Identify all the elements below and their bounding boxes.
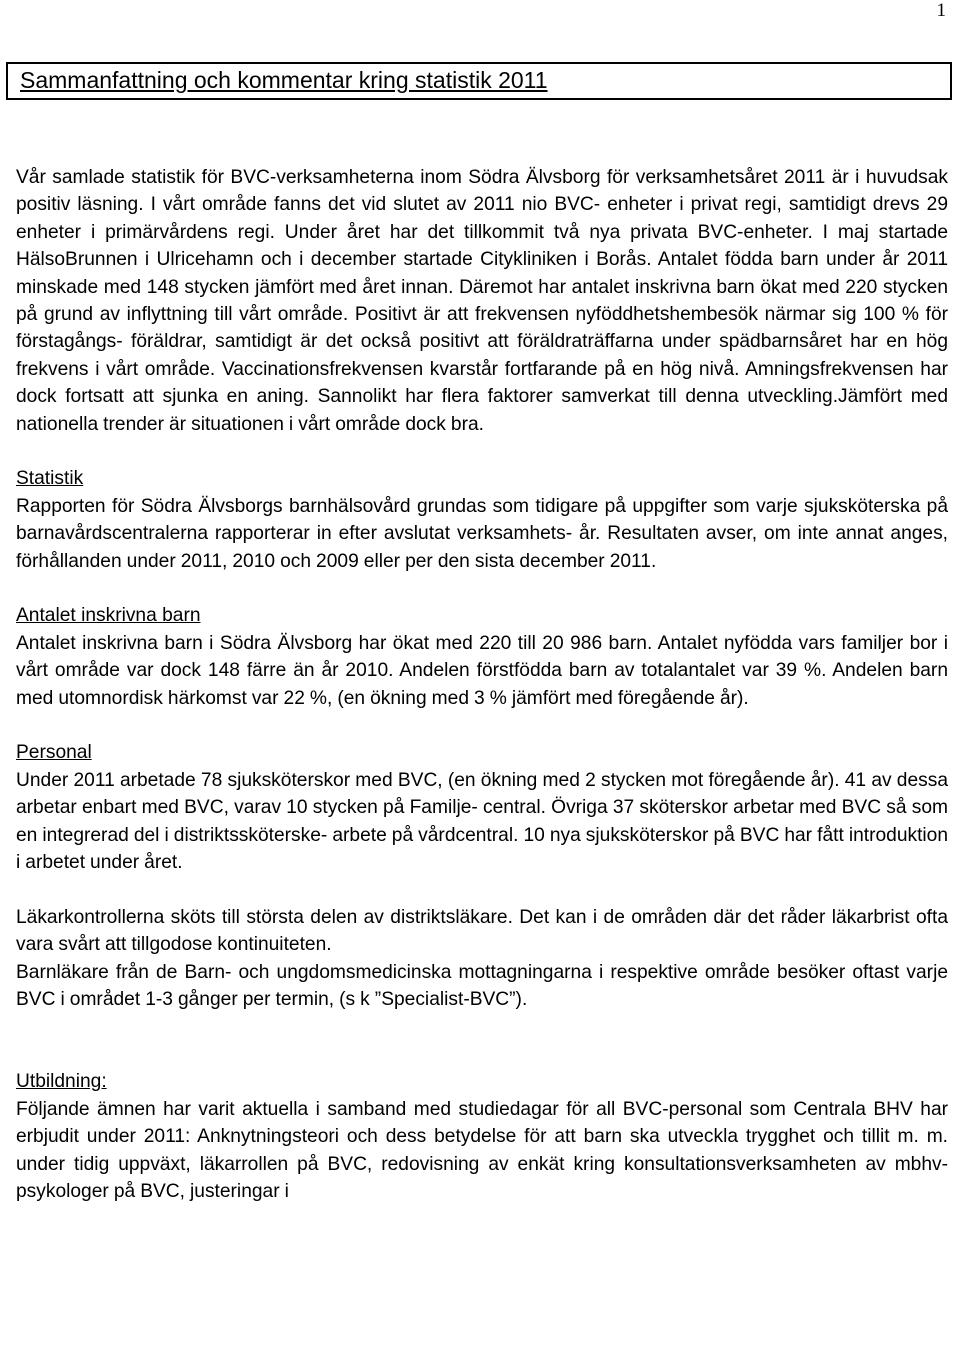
section-heading-personal: Personal [16, 742, 92, 764]
personal-paragraph: Under 2011 arbetade 78 sjuksköterskor med BVC, (en ökning med 2 stycken mot föregående år). 41 av dessa arbetar enbart med BVC, varav 10 stycken på Familje- central. Övriga 37 sköterskor arbetar med BVC så som en integrerad del i distriktssköterske- arbete på vårdcentral. 10 nya sjuksköterskor på BVC har fått introduktion i arbetet under året. [16, 769, 949, 874]
summary-paragraph: Vår samlade statistik för BVC-verksamheterna inom Södra Älvsborg för verksamhetsåret 2011 är i huvudsak positiv läsning. I vårt område fanns det vid slutet av 2011 nio BVC- enheter i privat regi, samtidigt drevs 29 enheter i primärvårdens regi. Under året har det tillkommit två nya privata BVC-enheter. I maj startade HälsoBrunnen i Ulricehamn och i december startade Citykliniken i Borås. Antalet födda barn under år 2011 minskade med 148 stycken jämfört med året innan. Däremot har antalet inskrivna barn ökat med 220 stycken på grund av inflyttning till vårt område. Positivt är att frekvensen nyföddhetshembesök närmar sig 100 % för förstagångs- föräldrar, samtidigt är det också positivt att föräldraträffarna under spädbarnsåret har en hög frekvens i vårt område. Vaccinationsfrekvensen kvarstår fortfarande på en hög nivå. Amningsfrekvensen har dock fortsatt att sjunka en aning. Sannolikt har flera faktorer samverkat till denna utveckling.Jämfört med nationella trender är situationen i vårt område dock bra. [16, 167, 949, 435]
lakare-paragraph: Läkarkontrollerna sköts till största delen av distriktsläkare. Det kan i de områden där det råder läkarbrist ofta vara svårt att tillgodose kontinuiteten. [16, 906, 948, 956]
page-title: Sammanfattning och kommentar kring statistik 2011 [20, 67, 548, 93]
page-number: 1 [936, 0, 946, 21]
utbildning-paragraph: Följande ämnen har varit aktuella i samband med studiedagar för all BVC-personal som Centrala BHV har erbjudit under 2011: Anknytningsteori och dess betydelse för att barn ska utveckla trygghet och tillit m. m. under tidig uppväxt, läkarrollen på BVC, redovisning av enkät kring konsultationsverksamheten av mbhv-psykologer på BVC, justeringar i [16, 1098, 949, 1202]
statistik-paragraph: Rapporten för Södra Älvsborgs barnhälsovård grundas som tidigare på uppgifter som varje sjuksköterska på barnavårdscentralerna rapporterar in efter avslutat verksamhets- år. Resultaten avser, om inte annat anges, förhållanden under 2011, 2010 och 2009 eller per den sista december 2011. [16, 495, 949, 572]
section-heading-utbildning: Utbildning: [16, 1071, 107, 1093]
barnlakare-paragraph: Barnläkare från de Barn- och ungdomsmedicinska mottagningarna i respektive område besöker oftast varje BVC i området 1-3 gånger per termin, (s k ”Specialist-BVC”). [16, 961, 948, 1011]
title-box [6, 62, 952, 100]
inskrivna-paragraph: Antalet inskrivna barn i Södra Älvsborg har ökat med 220 till 20 986 barn. Antalet nyfödda vars familjer bor i vårt område var dock 148 färre än år 2010. Andelen förstfödda barn av totalantalet var 39 %. Andelen barn med utomnordisk härkomst var 22 %, (en ökning med 3 % jämfört med föregående år). [16, 632, 949, 709]
section-heading-inskrivna: Antalet inskrivna barn [16, 605, 201, 627]
document-body [16, 164, 948, 1205]
section-heading-statistik: Statistik [16, 468, 84, 490]
